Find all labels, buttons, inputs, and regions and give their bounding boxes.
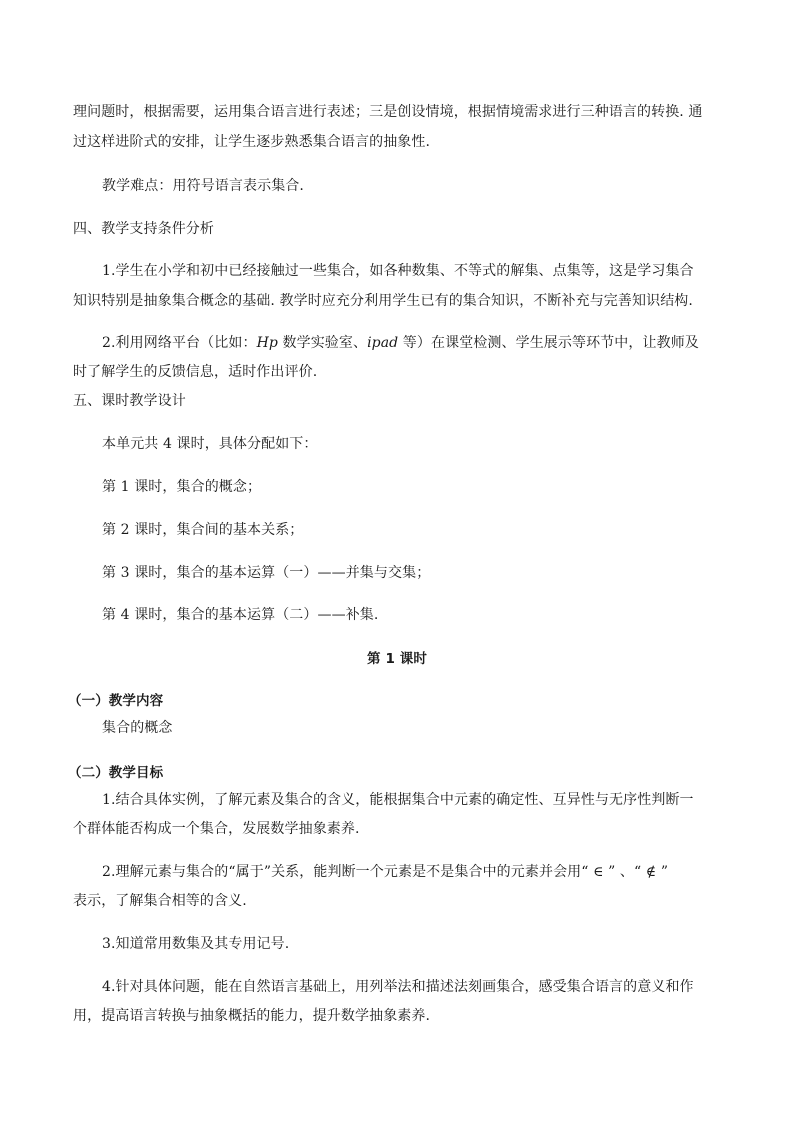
paragraph-line: 表示，了解集合相等的含义. bbox=[73, 893, 247, 909]
paragraph-line: 过这样进阶式的安排，让学生逐步熟悉集合语言的抽象性. bbox=[73, 134, 431, 150]
text-run: Hp bbox=[256, 335, 278, 351]
lesson-item: 第 3 课时，集合的基本运算（一）——并集与交集； bbox=[102, 565, 431, 581]
section-heading-5: 五、课时教学设计 bbox=[73, 393, 186, 409]
lesson-item: 第 4 课时，集合的基本运算（二）——补集. bbox=[102, 607, 379, 623]
unit-summary: 本单元共 4 课时，具体分配如下： bbox=[102, 436, 318, 452]
paragraph-line: 1.结合具体实例，了解元素及集合的含义，能根据集合中元素的确定性、互异性与无序性判断一 bbox=[102, 792, 694, 808]
lesson-item: 第 1 课时，集合的概念； bbox=[102, 479, 262, 495]
paragraph-line: 1.学生在小学和初中已经接触过一些集合，如各种数集、不等式的解集、点集等，这是学习集合 bbox=[102, 263, 694, 279]
teaching-difficulty: 教学难点：用符号语言表示集合. bbox=[102, 178, 304, 194]
paragraph-line: 时了解学生的反馈信息，适时作出评价. bbox=[73, 364, 318, 380]
paragraph-line: 4.针对具体问题，能在自然语言基础上，用列举法和描述法刻画集合，感受集合语言的意义和作 bbox=[102, 979, 694, 995]
subsection-heading: （一）教学内容 bbox=[68, 693, 164, 709]
paragraph-line: 用，提高语言转换与抽象概括的能力，提升数学抽象素养. bbox=[73, 1008, 431, 1024]
paragraph-line: 2.理解元素与集合的“属于”关系，能判断一个元素是不是集合中的元素并会用“ ∈ ” 、“ ∉ ” bbox=[102, 864, 669, 880]
section-heading-4: 四、教学支持条件分析 bbox=[73, 221, 214, 237]
lesson-item: 第 2 课时，集合间的基本关系； bbox=[102, 522, 304, 538]
paragraph-line: 3.知道常用数集及其专用记号. bbox=[102, 936, 290, 952]
text-run: 等）在课堂检测、学生展示等环节中，让教师及 bbox=[398, 335, 699, 351]
lesson-title: 第 1 课时 bbox=[367, 651, 427, 667]
text-run: 数学实验室、 bbox=[277, 335, 368, 351]
text-run: 2.利用网络平台（比如： bbox=[102, 335, 257, 351]
paragraph-line bbox=[102, 333, 699, 353]
text-run: ipad bbox=[367, 335, 399, 351]
paragraph-line: 个群体能否构成一个集合，发展数学抽象素养. bbox=[73, 821, 360, 837]
paragraph-line: 知识特别是抽象集合概念的基础. 教学时应充分利用学生已有的集合知识，不断补充与完善知识结构. bbox=[73, 293, 693, 309]
paragraph-line: 理问题时，根据需要，运用集合语言进行表述；三是创设情境，根据情境需求进行三种语言的转换. 通 bbox=[73, 104, 703, 120]
paragraph-line: 集合的概念 bbox=[102, 720, 173, 736]
subsection-heading: （二）教学目标 bbox=[68, 765, 164, 781]
